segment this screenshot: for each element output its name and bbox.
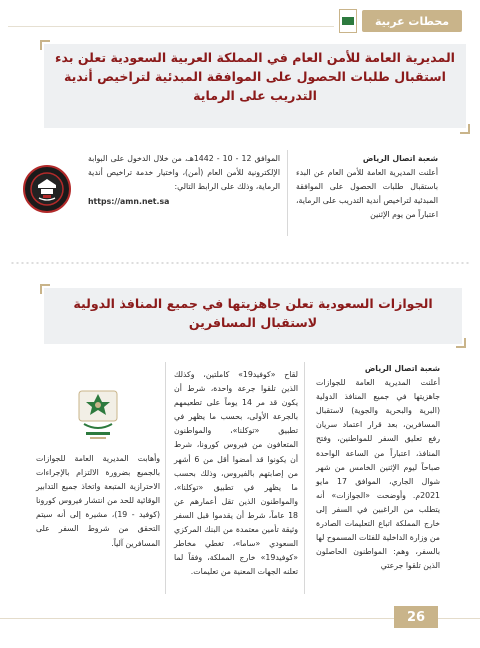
article-2-column-middle (174, 368, 298, 579)
page-number: 26 (394, 606, 438, 628)
article-2-column-right (316, 362, 440, 573)
article-1-column-right (296, 152, 438, 222)
column-divider (287, 150, 288, 236)
article-2-body-left: وأهابت المديرية العامة للجوازات بالجميع بضرورة الالتزام بالإجراءات الاحترازية المتبعة واتخاذ جميع التدابير الوقائية للحد من انتشار فيروس كورونا (كوفيد - 19)، مشيرة إلى أنه سيتم التحقق من شروط السفر على المسافرين آلياً. (36, 454, 160, 548)
article-1-url: https://amn.net.sa (88, 197, 170, 207)
article-2-body-right: أعلنت المديرية العامة للجوازات جاهزيتها في جميع المنافذ الدولية (البرية والبحرية والجوية) لاستقبال المسافرين، بعد قرار اعتماد سريان رفع تعليق السفر للمواطنين، وفتح المنافذ، اعتباراً من الساعة الواحدة صباحاً ليوم الإثنين الخامس من شهر شوال الجاري، الموافق 17 مايو 2021م. وأوضحت «الجوازات» أنه يتطلب من الراغبين في السفر إلى خارج المملكة اتباع التعليمات الصادرة من وزارة الداخلية للفئات المسموح لها بالسفر، وهم: المواطنون الحاصلون الذين تلقوا جرعتي (316, 378, 440, 571)
article-separator (10, 262, 470, 264)
passports-emblem-icon (76, 388, 120, 442)
article-2-body-middle: لقاح «كوفيد19» كاملتين، وكذلك الذين تلقوا جرعة واحدة، شرط أن يكون قد مر 14 يوماً على تطعيمهم بالجرعة الأولى، بحسب ما يظهر في تطبيق «توكلنا»، والمواطنون المتعافون من فيروس كورونا، شرط أن يكونوا قد أمضوا أقل من 6 أشهر من إصابتهم بالفيروس، وذلك بحسب ما يظهر في تطبيق «توكلنا»، والمواطنون الذين تقل أعمارهم عن 18 عاماً، شرط أن يقدموا قبل السفر وثيقة تأمين معتمدة من البنك المركزي السعودي «ساما»، تغطي مخاطر «كوفيد19» خارج المملكة، وفقاً لما تعلنه الجهات المعنية من تعليمات. (174, 370, 298, 577)
header-rule (8, 26, 334, 27)
article-1-dateline: شعبة اتصال الرياض (362, 154, 438, 163)
headline-corner (40, 284, 50, 294)
public-security-badge-icon (23, 165, 71, 213)
headline-corner (40, 40, 50, 50)
article-2-headline: الجوازات السعودية تعلن جاهزيتها في جميع المنافذ الدولية لاستقبال المسافرين (73, 296, 433, 330)
column-divider (165, 362, 166, 594)
article-2-dateline: شعبة اتصال الرياض (364, 364, 440, 373)
article-2-column-left (36, 452, 160, 551)
article-1-body-right: أعلنت المديرية العامة للأمن العام عن البدء باستقبال طلبات الحصول على الموافقة المبدئية لتراخيص أندية التدريب على الرماية، اعتباراً من يوم الإثنين (296, 168, 438, 220)
article-1-headline: المديرية العامة للأمن العام في المملكة العربية السعودية تعلن بدء استقبال طلبات الحصول على الموافقة المبدئية لتراخيص أندية التدريب على الرماية (55, 50, 455, 103)
column-divider (304, 362, 305, 594)
article-1-body-left: الموافق 12 - 10 - 1442هـ، من خلال الدخول على البوابة الإلكترونية للأمن العام (أمن)، واختيار خدمة تراخيص أندية الرماية، وذلك على الرابط التالي: (88, 154, 281, 192)
article-1-column-left (88, 152, 280, 209)
headline-corner (456, 338, 466, 348)
section-label: محطات عربية (362, 10, 462, 32)
saudi-flag-icon (339, 9, 357, 33)
headline-corner (460, 124, 470, 134)
